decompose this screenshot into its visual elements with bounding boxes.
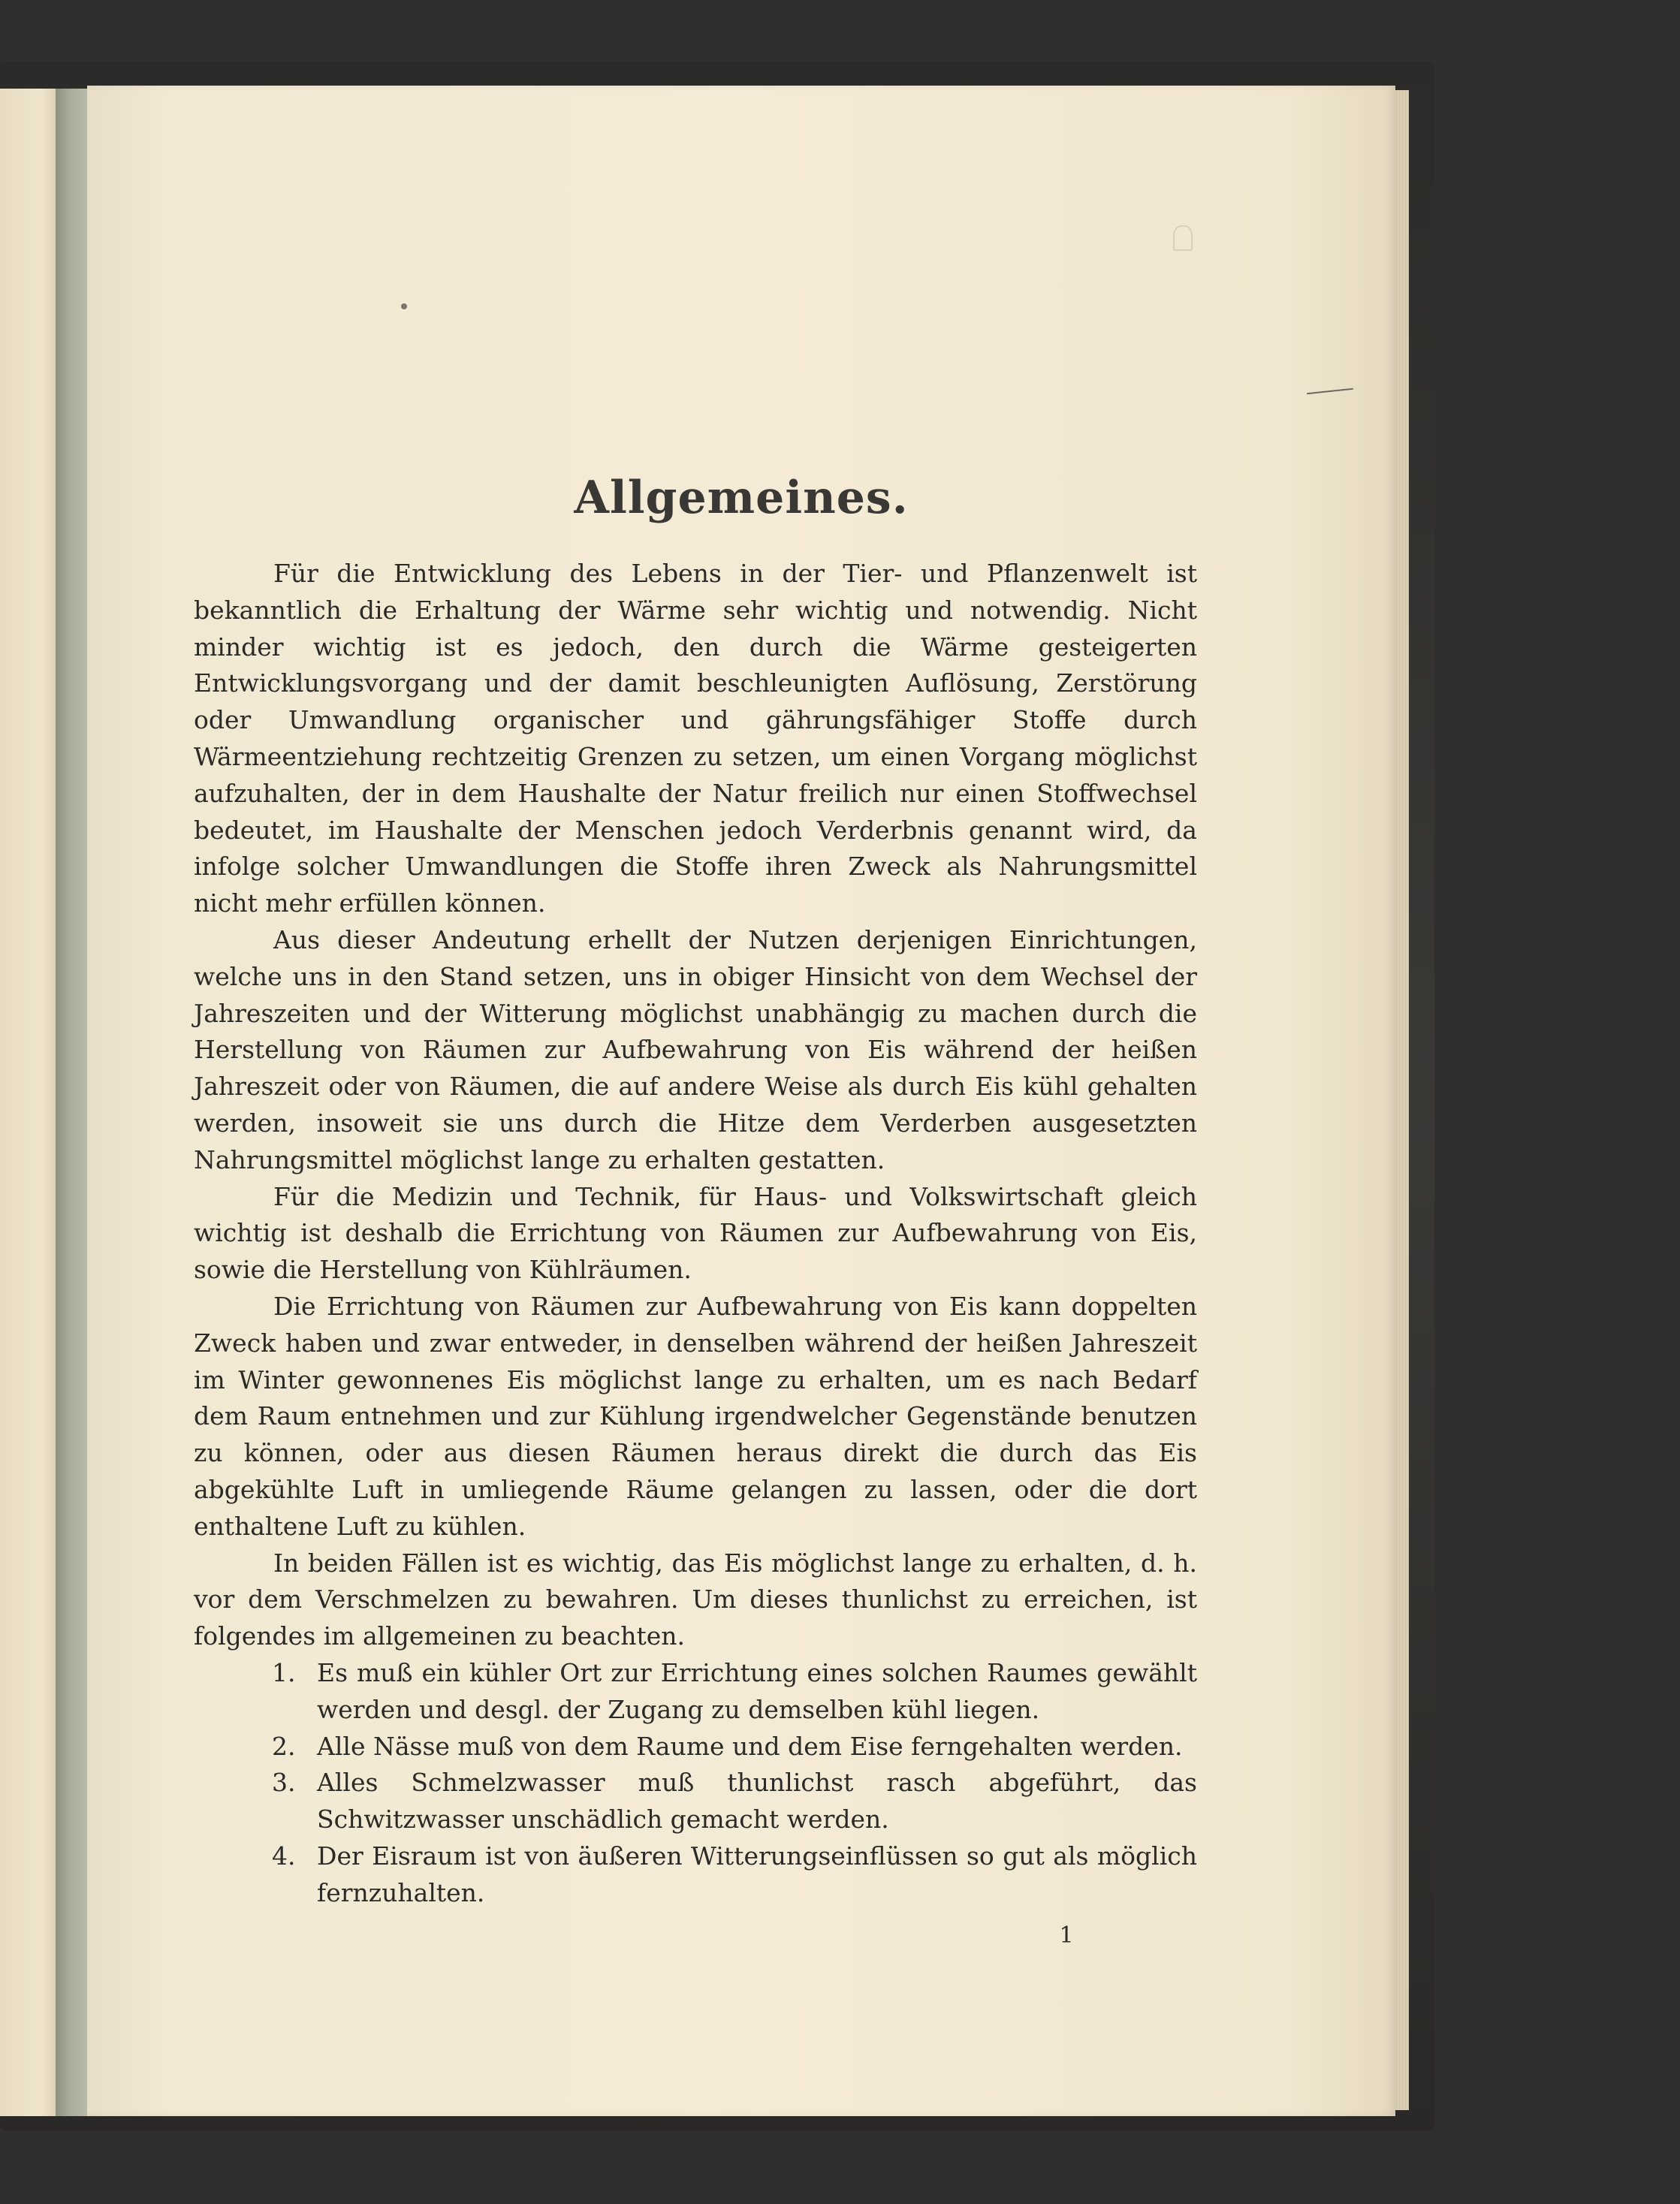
list-item — [272, 1655, 1197, 1729]
left-page-edge — [0, 89, 59, 2116]
list-number: 3. — [272, 1768, 296, 1798]
list-text: Der Eisraum ist von äußeren Witterungseinflüssen so gut als möglich fernzuhalten. — [317, 1841, 1197, 1907]
body-text — [194, 556, 1197, 1911]
paragraph: Für die Medizin und Technik, für Haus- und Volkswirtschaft gleich wichtig ist deshalb die Errichtung von Räumen zur Aufbewahrung von Eis, sowie die Herstellung von Kühlräumen. — [194, 1181, 1197, 1285]
list-text: Alles Schmelzwasser muß thunlichst rasch abgeführt, das Schwitzwasser unschädlich gemacht werden. — [317, 1768, 1197, 1835]
list-item — [272, 1729, 1197, 1765]
rules-list — [194, 1655, 1197, 1912]
list-text: Es muß ein kühler Ort zur Errichtung eines solchen Raumes gewählt werden und desgl. der Zugang zu demselben kühl liegen. — [317, 1657, 1197, 1724]
paragraph: Aus dieser Andeutung erhellt der Nutzen derjenigen Einrichtungen, welche uns in den Stand setzen, uns in obiger Hinsicht von dem Wechsel der Jahreszeiten und der Witterung möglichst unabhängig zu machen durch die Herstellung von Räumen zur Aufbewahrung von Eis während der heißen Jahreszeit oder von Räumen, die auf andere Weise als durch Eis kühl gehalten werden, insoweit sie uns durch die Hitze dem Verderben ausgesetzten Nahrungsmittel möglichst lange zu erhalten gestatten. — [194, 924, 1197, 1174]
paragraph: In beiden Fällen ist es wichtig, das Eis möglichst lange zu erhalten, d. h. vor dem Verschmelzen zu bewahren. Um dieses thunlichst zu erreichen, ist folgendes im allgemeinen zu beachten. — [194, 1548, 1197, 1651]
ink-spot — [401, 303, 407, 309]
page-number: 1 — [1059, 1922, 1074, 1949]
list-number: 2. — [272, 1731, 296, 1761]
list-item — [272, 1838, 1197, 1912]
paragraph: Für die Entwicklung des Lebens in der Tier- und Pflanzenwelt ist bekanntlich die Erhaltung der Wärme sehr wichtig und notwendig. Nicht minder wichtig ist es jedoch, den durch die Wärme gesteigerten Entwicklungsvorgang und der damit beschleunigten Auflösung, Zerstörung oder Umwandlung organischer und gährungsfähiger Stoffe durch Wärmeentziehung rechtzeitig Grenzen zu setzen, um einen Vorgang möglichst aufzuhalten, der in dem Haushalte der Natur freilich nur einen Stoffwechsel bedeutet, im Haushalte der Menschen jedoch Verderbnis genannt wird, da infolge solcher Umwandlungen die Stoffe ihren Zweck als Nahrungsmittel nicht mehr erfüllen können. — [194, 559, 1197, 918]
show-through-mark — [1173, 225, 1193, 251]
list-item — [272, 1765, 1197, 1838]
list-text: Alle Nässe muß von dem Raume und dem Eise ferngehalten werden. — [317, 1731, 1183, 1761]
list-number: 4. — [272, 1841, 296, 1871]
list-number: 1. — [272, 1657, 296, 1687]
binding-gutter — [56, 89, 89, 2116]
page-title: Allgemeines. — [574, 472, 909, 524]
page-edges — [1395, 90, 1409, 2110]
paragraph: Die Errichtung von Räumen zur Aufbewahrung von Eis kann doppelten Zweck haben und zwar entweder, in denselben während der heißen Jahreszeit im Winter gewonnenes Eis möglichst lange zu erhalten, um es nach Bedarf dem Raum entnehmen und zur Kühlung irgendwelcher Gegenstände benutzen zu können, oder aus diesen Räumen heraus direkt die durch das Eis abgekühlte Luft in umliegende Räume gelangen zu lassen, oder die dort enthaltene Luft zu kühlen. — [194, 1291, 1197, 1541]
